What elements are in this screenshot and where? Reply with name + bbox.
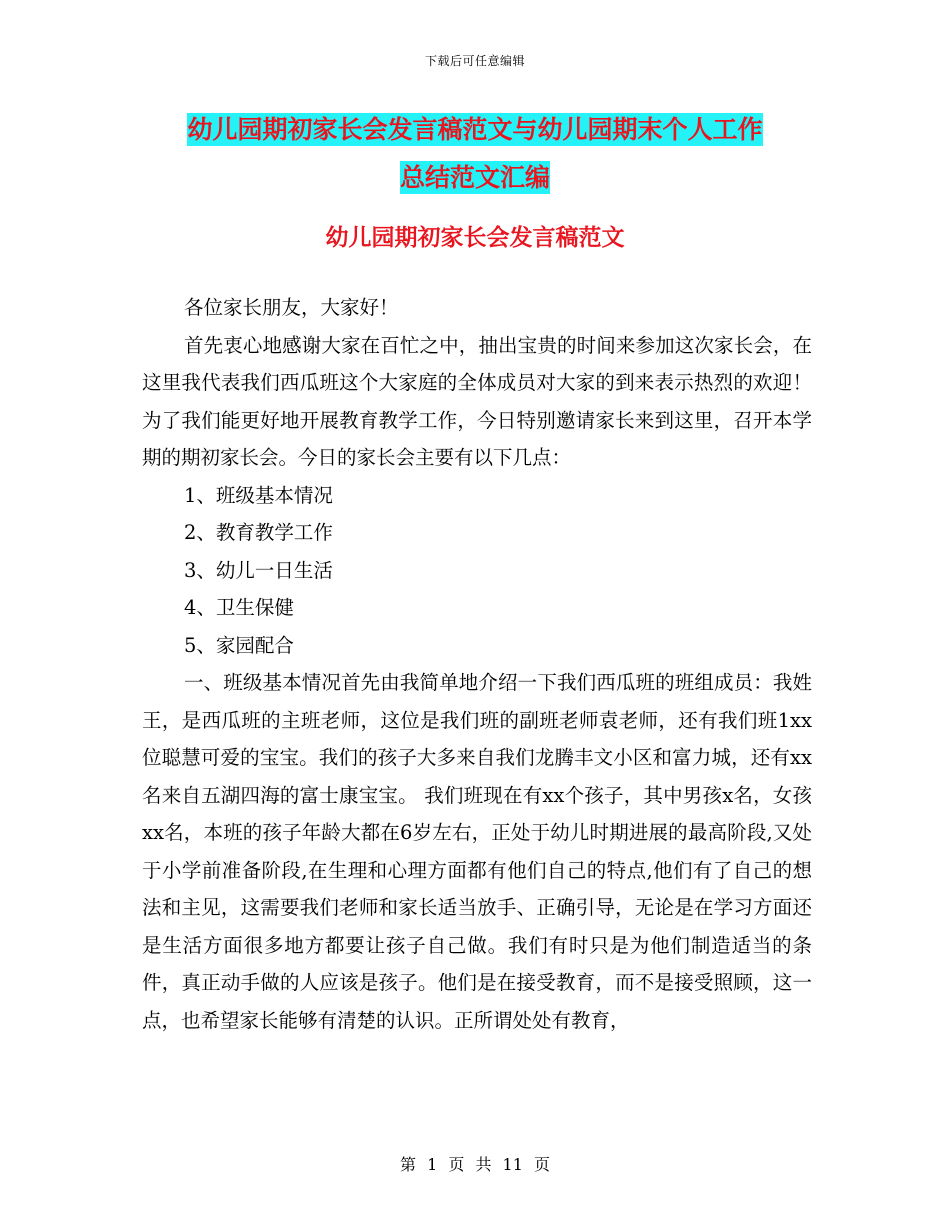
paragraph-greeting: 各位家长朋友，大家好！ — [184, 296, 399, 319]
document-body — [142, 289, 812, 1039]
paragraph-class-info: 一、班级基本情况首先由我简单地介绍一下我们西瓜班的班组成员：我姓王，是西瓜班的主班老师，这位是我们班的副班老师袁老师，还有我们班1xx位聪慧可爱的宝宝。我们的孩子大多来自我们龙腾丰文小区和富力城，还有xx名来自五湖四海的富士康宝宝。 我们班现在有xx个孩子，其中男孩x名，女孩xx名，本班的孩子年龄大都在6岁左右，正处于幼儿时期进展的最高阶段,又处于小学前准备阶段,在生理和心理方面都有他们自己的特点,他们有了自己的想法和主见，这需要我们老师和家长适当放手、正确引导，无论是在学习方面还是生活方面很多地方都要让孩子自己做。我们有时只是为他们制造适当的条件，真正动手做的人应该是孩子。他们是在接受教育，而不是接受照顾，这一点，也希望家长能够有清楚的认识。正所谓处处有教育， — [142, 671, 812, 1032]
paragraph-intro: 首先衷心地感谢大家在百忙之中，抽出宝贵的时间来参加这次家长会，在这里我代表我们西瓜班这个大家庭的全体成员对大家的到来表示热烈的欢迎！ 为了我们能更好地开展教育教学工作，今日特别邀请家长来到这里，召开本学期的期初家长会。今日的家长会主要有以下几点： — [142, 333, 812, 469]
document-title-line-1: 幼儿园期初家长会发言稿范文与幼儿园期末个人工作 — [187, 115, 763, 144]
list-item: 5、家园配合 — [184, 633, 294, 657]
page-footer: 第 1 页 共 11 页 — [400, 1155, 550, 1174]
list-item: 3、幼儿一日生活 — [184, 558, 333, 582]
header-note: 下载后可任意编辑 — [424, 54, 525, 68]
list-item: 2、教育教学工作 — [184, 521, 333, 544]
document-title-line-2: 总结范文汇编 — [399, 163, 550, 192]
list-item: 4、卫生保健 — [184, 596, 294, 619]
list-item: 1、班级基本情况 — [184, 483, 333, 507]
document-title — [0, 106, 950, 202]
section-title: 幼儿园期初家长会发言稿范文 — [325, 224, 625, 251]
